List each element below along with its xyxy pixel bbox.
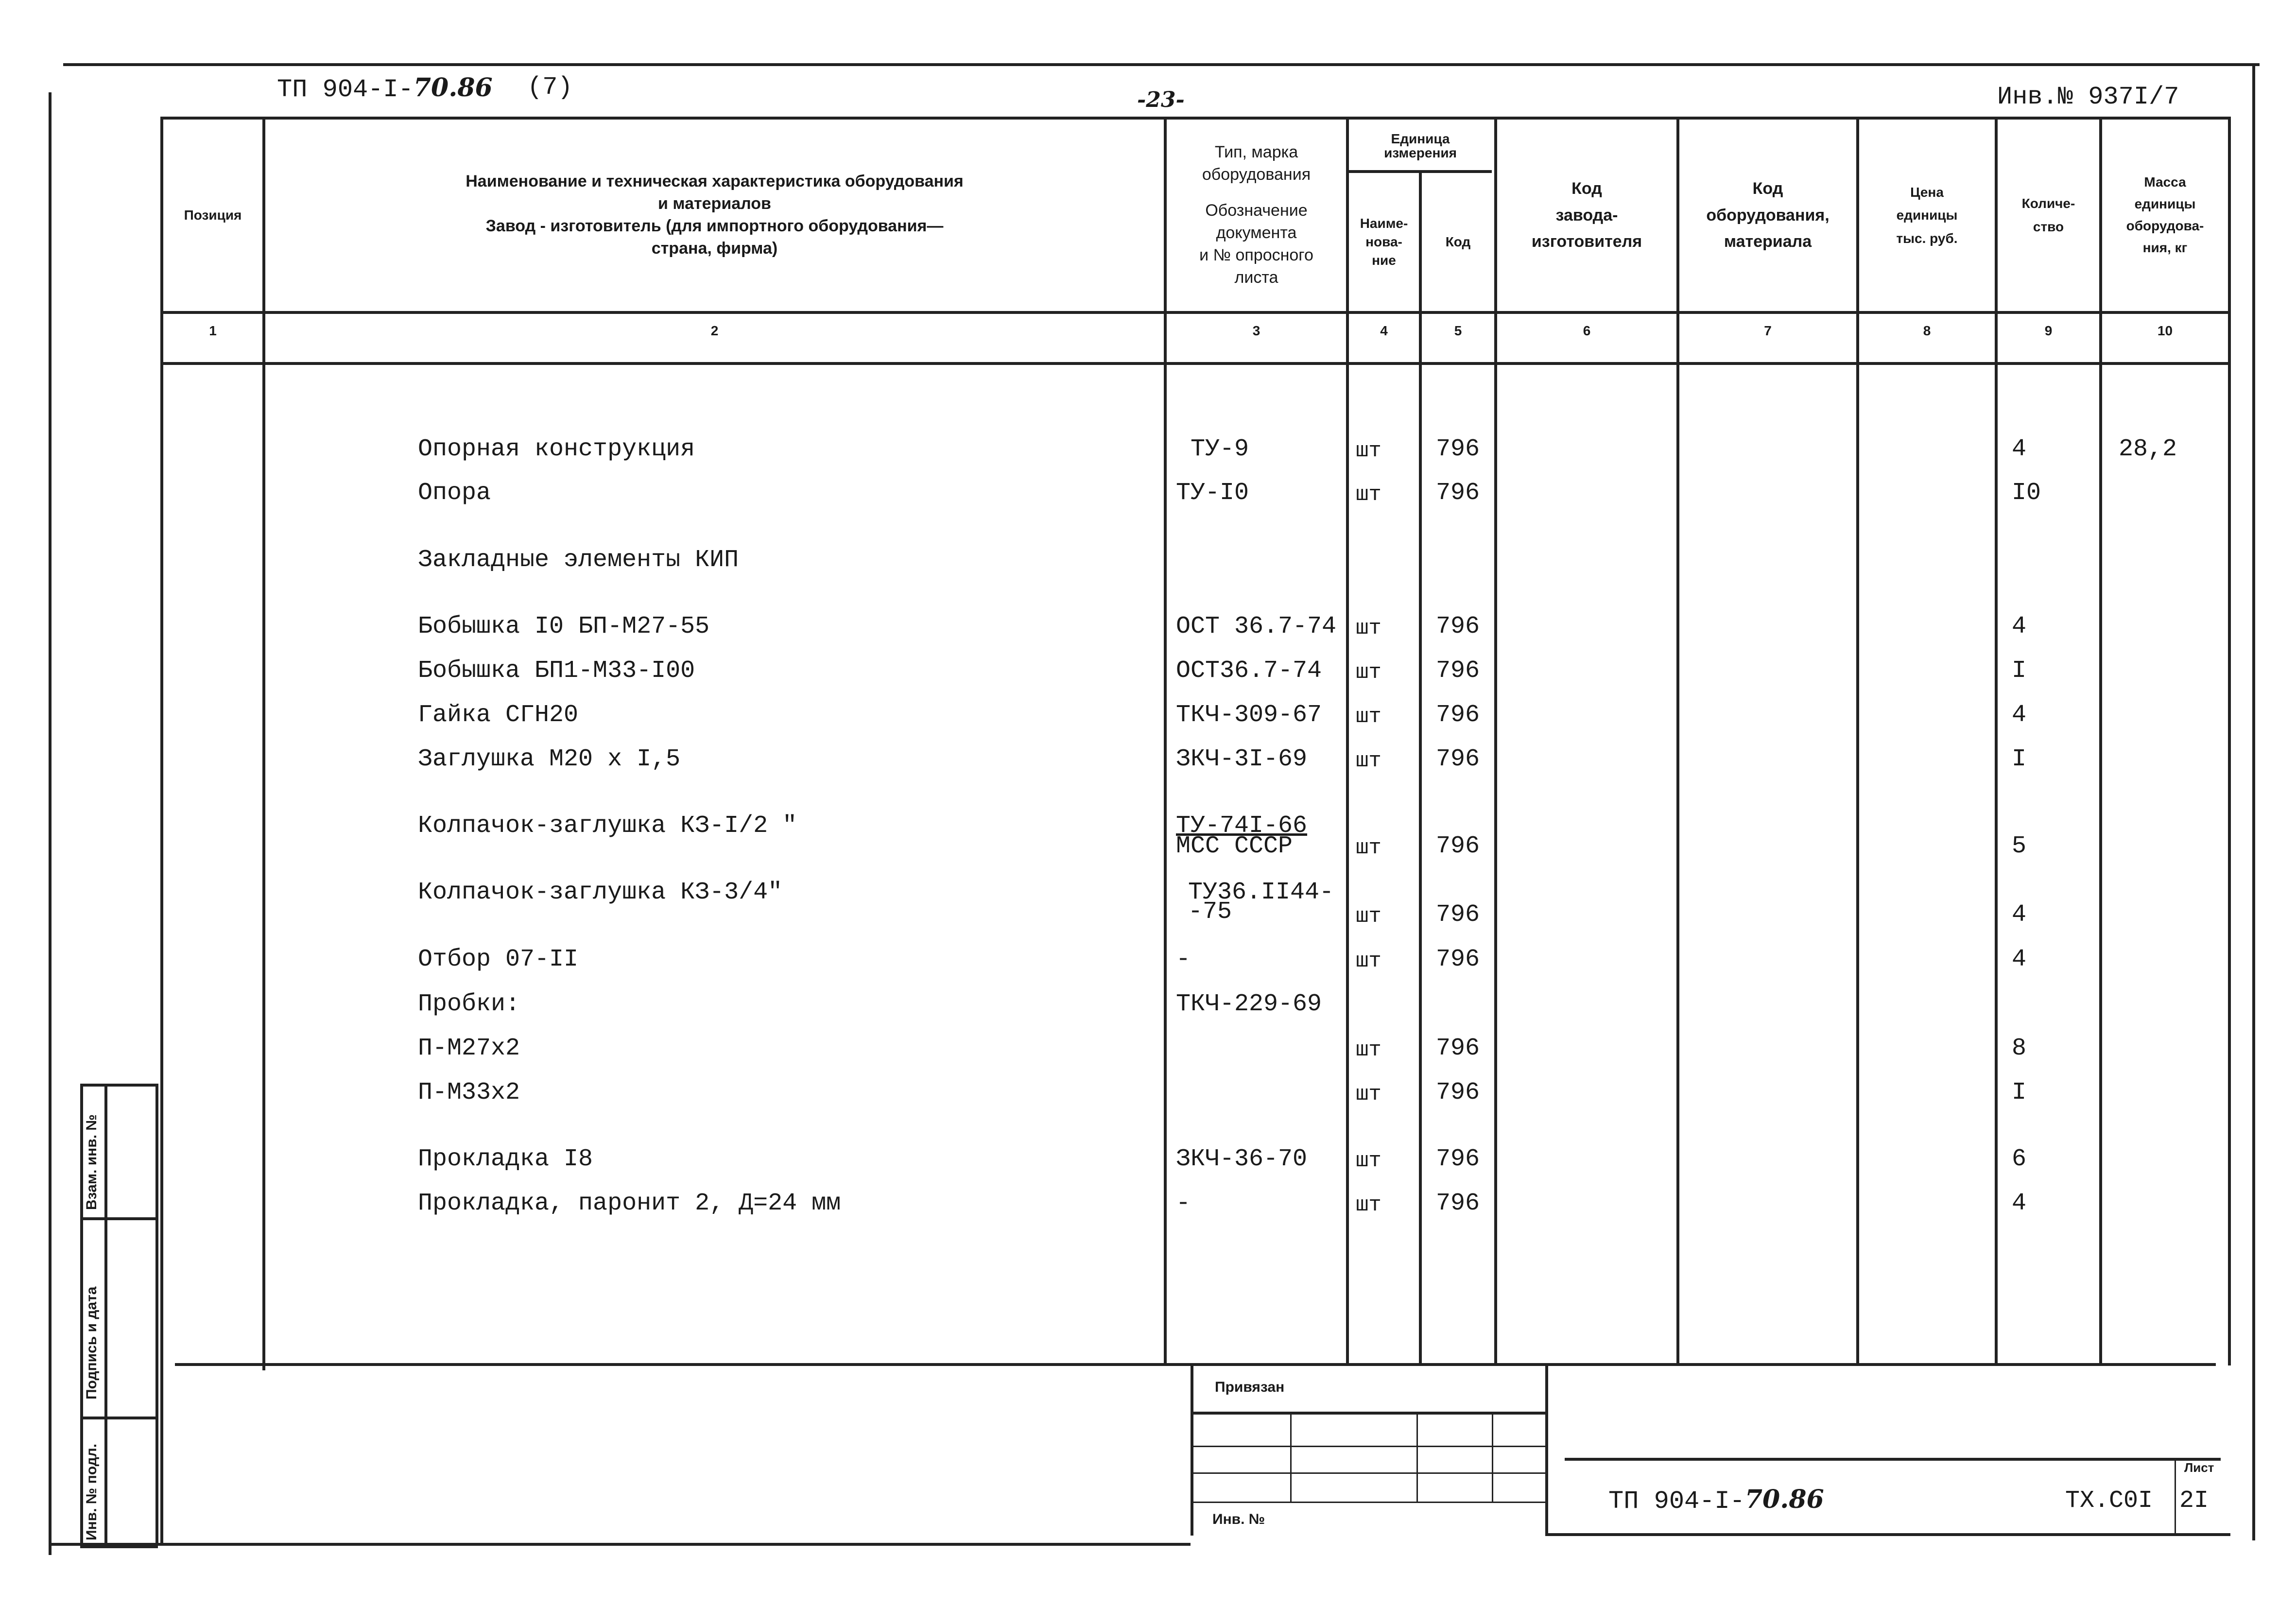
side-strip-bottom (80, 1545, 158, 1548)
col-number-3: 3 (1252, 323, 1260, 338)
side-strip-left-line (80, 1084, 83, 1545)
row-name: Гайка СГН20 (418, 701, 579, 729)
header-type (1167, 120, 1346, 311)
header-name-line3: Завод - изготовитель (для импортного оборудования— (485, 217, 944, 235)
header-mfr-code-line3: изготовителя (1531, 232, 1642, 251)
header-mass-line4: ния, кг (2142, 240, 2188, 255)
side-strip-sep-2 (80, 1417, 158, 1419)
row-unit: шт (1356, 1193, 1381, 1217)
row-name: Заглушка М20 х I,5 (418, 745, 681, 773)
header-unit-group-line2: измерения (1384, 145, 1457, 160)
outer-right-border (2252, 63, 2255, 1540)
row-name: Бобышка I0 БП-М27-55 (418, 613, 710, 640)
row-unit: шт (1356, 439, 1381, 463)
row-doc: ТУ-74I-66 (1176, 812, 1308, 840)
header-equip-code-line1: Код (1752, 179, 1783, 198)
header-unit-name-line1: Наиме- (1360, 216, 1408, 231)
stamp-mid-line (1545, 1365, 1548, 1536)
col-number-6: 6 (1583, 323, 1591, 338)
row-qty: 4 (2012, 613, 2027, 640)
header-equip-code-line2: оборудования, (1706, 206, 1830, 225)
header-unit-name-line3: ние (1372, 252, 1396, 268)
row-unit: шт (1356, 749, 1381, 773)
side-strip-mid-line (104, 1084, 107, 1545)
table-row (0, 659, 2296, 698)
stamp-sheet-label: Лист (2184, 1460, 2214, 1475)
table-row (0, 1147, 2296, 1186)
project-number-handwritten: 70.86 (413, 73, 493, 103)
page-number: -23- (1137, 87, 1185, 112)
side-strip-top (80, 1084, 158, 1087)
header-type-line3: Обозначение (1205, 201, 1308, 220)
row-doc: ЗКЧ-36-70 (1176, 1145, 1308, 1173)
table-row (0, 881, 2296, 939)
header-bottom-line (160, 311, 2230, 314)
header-mfr-code (1497, 120, 1676, 311)
header-mass (2102, 120, 2228, 311)
side-label-inv-podl: Инв. № подл. (84, 1443, 100, 1540)
header-qty (1998, 120, 2099, 311)
top-border (63, 63, 2260, 66)
header-mfr-code-line1: Код (1571, 179, 1602, 198)
left-bottom-line (49, 1543, 1191, 1546)
row-qty: 6 (2012, 1145, 2027, 1173)
table-row (0, 1037, 2296, 1075)
side-label-vzam: Взам. инв. № (84, 1114, 100, 1210)
header-equip-code-line3: материала (1724, 232, 1812, 251)
row-unit: шт (1356, 1082, 1381, 1106)
row-unit: шт (1356, 1149, 1381, 1173)
row-doc: ТУ36.II44- (1188, 879, 1334, 906)
header-qty-line1: Количе- (2021, 196, 2075, 211)
row-code: 796 (1436, 1190, 1480, 1217)
row-unit: шт (1356, 1038, 1381, 1062)
stamp-doc-handwritten: 70.86 (1744, 1485, 1824, 1514)
row-code: 796 (1436, 901, 1480, 929)
col-number-7: 7 (1764, 323, 1772, 338)
row-code: 796 (1436, 745, 1480, 773)
header-position-label: Позиция (184, 207, 242, 223)
table-row (0, 1081, 2296, 1120)
row-qty: 4 (2012, 1190, 2027, 1217)
row-qty: I (2012, 1079, 2027, 1106)
sheet-parenthetical: (7) (527, 73, 573, 102)
row-name: П-М27х2 (418, 1035, 520, 1062)
header-equip-code (1679, 120, 1856, 311)
row-unit: шт (1356, 705, 1381, 729)
project-prefix: ТП 904-I- (277, 75, 414, 104)
numbers-bottom-line (160, 362, 2230, 365)
col-number-10: 10 (2157, 323, 2173, 338)
row-code: 796 (1436, 657, 1480, 685)
row-name: Закладные элементы КИП (418, 546, 739, 574)
stamp-doc-line (1565, 1458, 2221, 1461)
row-doc: - (1176, 946, 1191, 973)
table-row (0, 548, 2296, 587)
row-qty: I (2012, 657, 2027, 685)
table-row (0, 1192, 2296, 1230)
table-row (0, 992, 2296, 1031)
row-qty: 4 (2012, 946, 2027, 973)
row-doc: ОСТ36.7-74 (1176, 657, 1322, 685)
col-number-5: 5 (1454, 323, 1462, 338)
row-doc: ЗКЧ-3I-69 (1176, 745, 1308, 773)
side-strip-sep-1 (80, 1217, 158, 1220)
side-label-podpis: Подпись и дата (84, 1286, 100, 1400)
header-qty-line2: ство (2033, 219, 2064, 234)
page-bottom-line (1545, 1533, 2230, 1536)
header-price-line3: тыс. руб. (1896, 230, 1958, 246)
header-price (1859, 120, 1995, 311)
row-code: 796 (1436, 479, 1480, 507)
header-price-line1: Цена (1910, 184, 1944, 200)
stamp-doc-prefix: ТП 904-I- (1608, 1487, 1745, 1516)
row-doc: ТУ-9 (1191, 435, 1249, 463)
row-name: Колпачок-заглушка КЗ-3/4" (418, 879, 783, 906)
header-price-line2: единицы (1896, 207, 1958, 223)
row-doc-line2: -75 (1188, 898, 1232, 926)
col-number-9: 9 (2044, 323, 2053, 338)
row-name: Опора (418, 479, 491, 507)
row-name: Прокладка, паронит 2, Д=24 мм (418, 1190, 841, 1217)
stamp-line-4 (1191, 1502, 1545, 1503)
row-qty: 4 (2012, 435, 2027, 463)
row-name: П-М33х2 (418, 1079, 520, 1106)
row-doc: ТКЧ-229-69 (1176, 990, 1322, 1018)
row-code: 796 (1436, 613, 1480, 640)
stamp-cell-line-3 (1492, 1414, 1493, 1502)
header-mass-line2: единицы (2134, 196, 2196, 212)
row-code: 796 (1436, 1145, 1480, 1173)
row-unit: шт (1356, 660, 1381, 685)
table-row (0, 437, 2296, 476)
col-number-2: 2 (710, 323, 719, 338)
row-name: Прокладка I8 (418, 1145, 593, 1173)
header-unit-name-line2: нова- (1365, 234, 1402, 250)
row-qty: I0 (2012, 479, 2041, 507)
header-type-line6: листа (1234, 268, 1278, 287)
row-code: 796 (1436, 946, 1480, 973)
header-mass-line3: оборудова- (2126, 218, 2204, 233)
col-number-4: 4 (1380, 323, 1388, 338)
row-mass: 28,2 (2119, 435, 2177, 463)
row-code: 796 (1436, 1035, 1480, 1062)
stamp-inv-no: Инв. № (1212, 1511, 1265, 1527)
row-code: 796 (1436, 701, 1480, 729)
row-qty: 8 (2012, 1035, 2027, 1062)
stamp-privyazan: Привязан (1215, 1379, 1285, 1395)
row-doc: ТКЧ-309-67 (1176, 701, 1322, 729)
header-name-line1: Наименование и техническая характеристика оборудования (466, 172, 964, 191)
table-row (0, 703, 2296, 742)
row-name: Бобышка БП1-М33-I00 (418, 657, 695, 685)
row-unit: шт (1356, 949, 1381, 973)
header-unit-group (1349, 121, 1492, 170)
inventory-number: Инв.№ 937I/7 (1997, 83, 2179, 111)
stamp-cell-line-1 (1290, 1414, 1292, 1502)
row-code: 796 (1436, 832, 1480, 860)
table-row (0, 615, 2296, 654)
header-type-line1: Тип, марка (1214, 143, 1298, 162)
header-name (265, 120, 1164, 311)
side-strip-right-line (155, 1084, 158, 1545)
row-name: Колпачок-заглушка КЗ-I/2 " (418, 812, 797, 840)
stamp-sheet-number: 2I (2179, 1487, 2209, 1515)
row-unit: шт (1356, 483, 1381, 507)
table-bottom-line (175, 1363, 2216, 1366)
row-unit: шт (1356, 836, 1381, 860)
stamp-left-line (1191, 1365, 1193, 1536)
header-type-line5: и № опросного (1199, 245, 1313, 264)
col-number-1: 1 (209, 323, 217, 338)
stamp-doc-code: ТХ.С0I (2065, 1487, 2153, 1515)
row-qty: 4 (2012, 901, 2027, 929)
header-mass-line1: Масса (2144, 174, 2186, 190)
header-type-line2: оборудования (1202, 165, 1311, 184)
row-doc: - (1176, 1190, 1191, 1217)
row-name: Пробки: (418, 990, 520, 1018)
stamp-cell-line-2 (1416, 1414, 1418, 1502)
col-number-8: 8 (1923, 323, 1931, 338)
header-unit-code (1422, 173, 1494, 311)
table-row (0, 814, 2296, 872)
header-type-line4: документа (1216, 224, 1297, 242)
sheet-box-line (2175, 1458, 2176, 1533)
row-code: 796 (1436, 1079, 1480, 1106)
row-unit: шт (1356, 616, 1381, 640)
table-row (0, 481, 2296, 520)
header-unit-group-line1: Единица (1391, 131, 1450, 146)
header-unit-name (1349, 173, 1419, 311)
row-qty: 5 (2012, 832, 2027, 860)
project-designation (277, 73, 493, 104)
row-name: Отбор 07-II (418, 946, 579, 973)
header-name-line2: и материалов (658, 194, 771, 213)
row-code: 796 (1436, 435, 1480, 463)
header-mfr-code-line2: завода- (1555, 206, 1618, 225)
row-doc: ОСТ 36.7-74 (1176, 613, 1337, 640)
row-unit: шт (1356, 904, 1381, 929)
row-doc: ТУ-I0 (1176, 479, 1249, 507)
table-row (0, 948, 2296, 986)
header-unit-code-label: Код (1445, 234, 1471, 250)
row-name: Опорная конструкция (418, 435, 695, 463)
table-row (0, 747, 2296, 786)
row-qty: I (2012, 745, 2027, 773)
header-position (163, 120, 262, 311)
header-name-line4: страна, фирма) (651, 239, 778, 258)
row-qty: 4 (2012, 701, 2027, 729)
stamp-document-designation (1608, 1485, 1824, 1516)
row-doc-line2: МСС СССР (1176, 832, 1293, 860)
